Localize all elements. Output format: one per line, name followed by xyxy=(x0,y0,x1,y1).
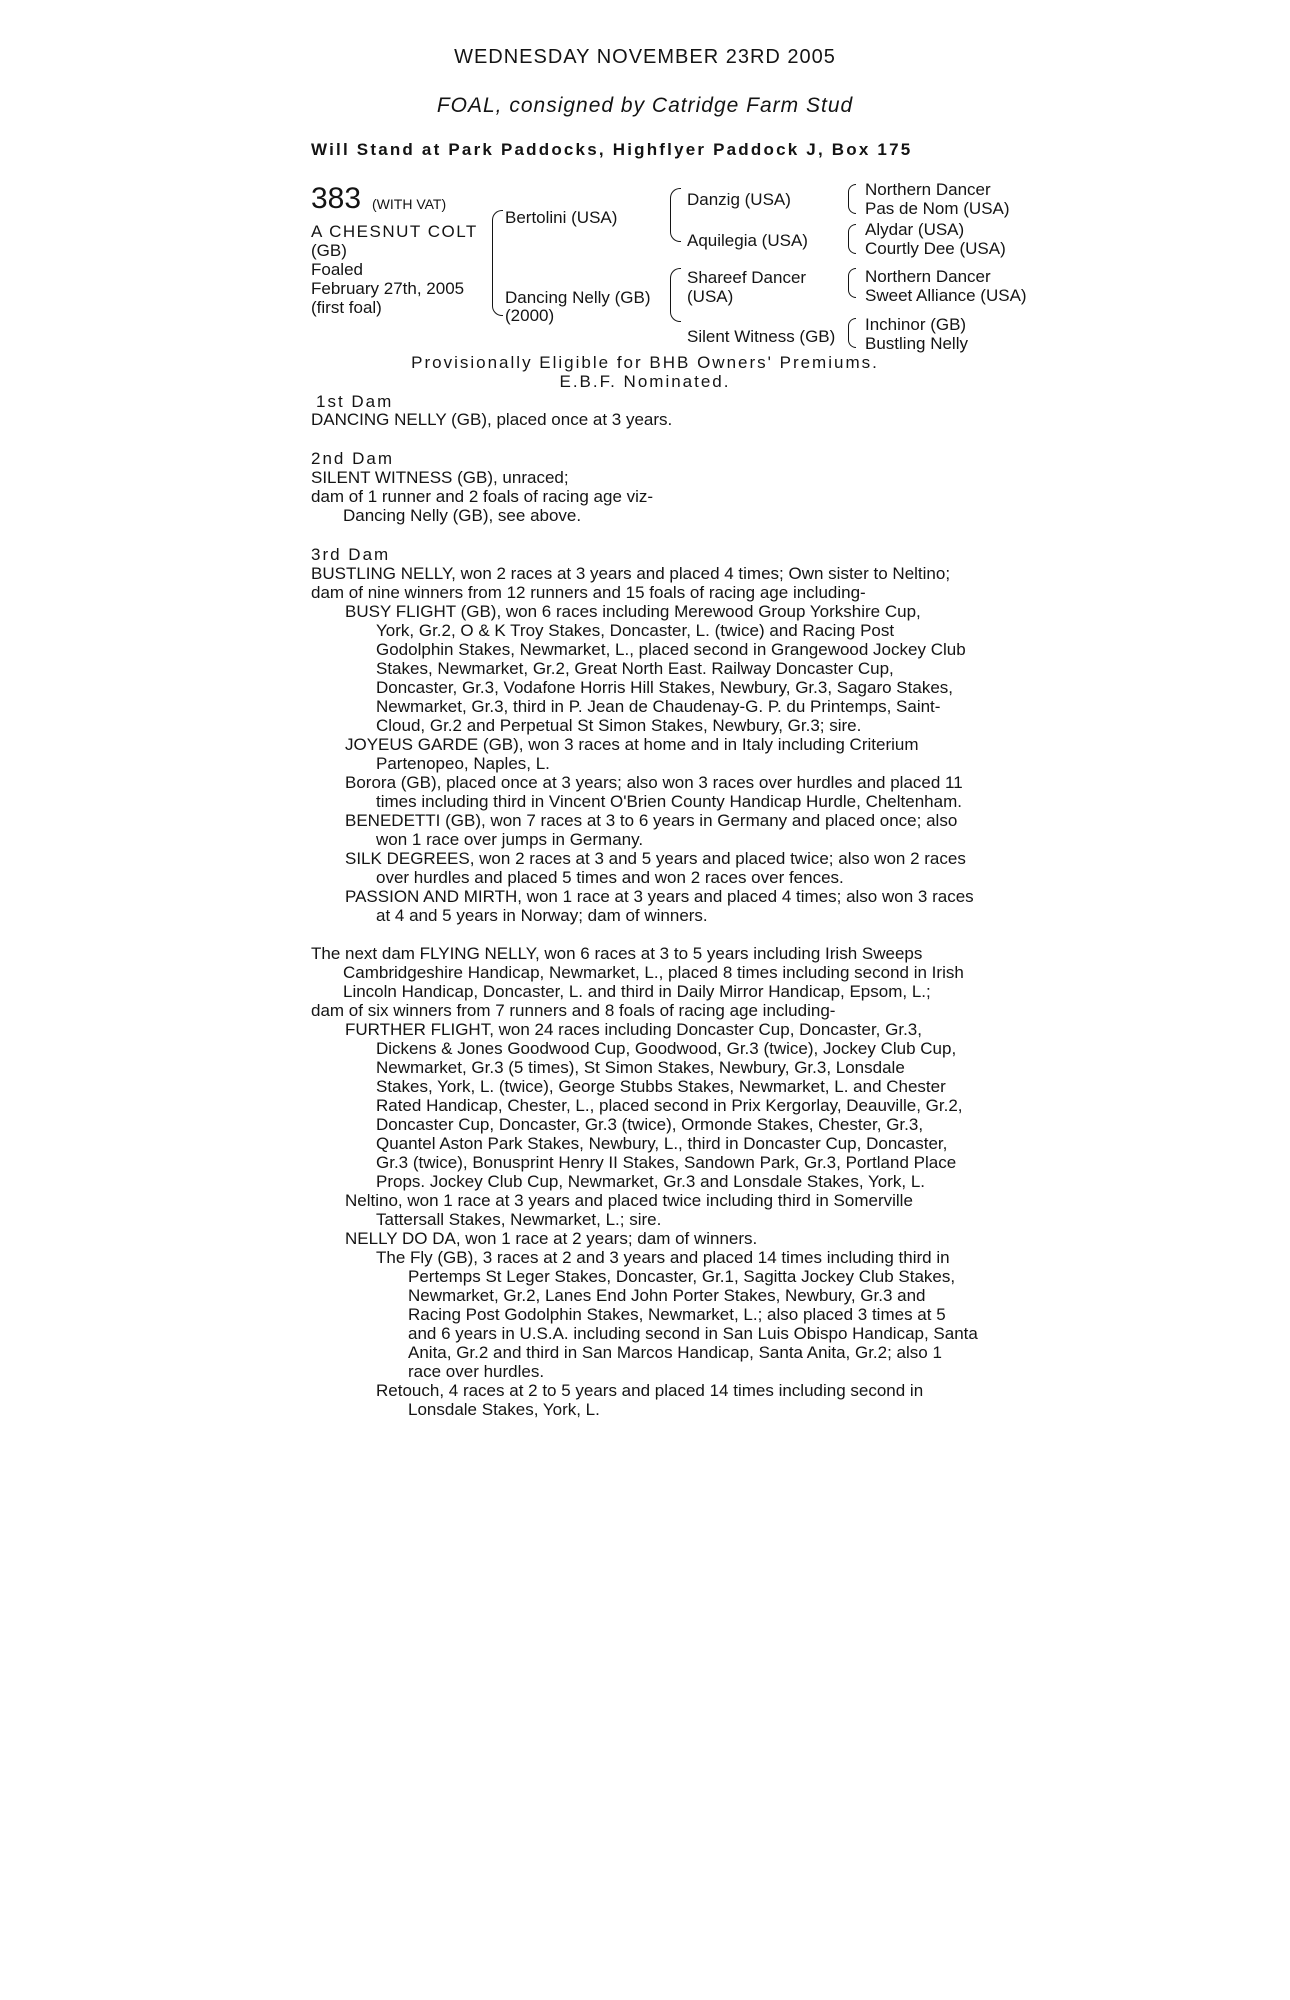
pedigree-dam-sire-1: Shareef Dancer xyxy=(687,268,807,287)
second-dam-line-2: dam of 1 runner and 2 foals of racing age viz- xyxy=(311,487,654,506)
third-dam-entry-borora xyxy=(311,773,981,811)
pedigree-g3-1a: Northern Dancer xyxy=(865,180,991,199)
pedigree-sire: Bertolini (USA) xyxy=(505,208,618,227)
stand-location: Will Stand at Park Paddocks, Highflyer Paddock J, Box 175 xyxy=(311,140,913,159)
entry-line: Anita, Gr.2 and third in San Marcos Handicap, Santa Anita, Gr.2; also 1 xyxy=(408,1343,942,1362)
entry-line: Borora (GB), placed once at 3 years; also won 3 races over hurdles and placed 11 xyxy=(345,773,963,792)
pedigree-brace-g3-4 xyxy=(848,318,856,348)
pedigree-dam-2: (2000) xyxy=(505,306,555,325)
third-dam-line-2: dam of nine winners from 12 runners and 15 foals of racing age including- xyxy=(311,583,866,602)
entry-line: Stakes, Newmarket, Gr.2, Great North East. Railway Doncaster Cup, xyxy=(376,659,894,678)
next-dam-line: The next dam FLYING NELLY, won 6 races at 3 to 5 years including Irish Sweeps xyxy=(311,944,923,963)
grandchild-entry-retouch xyxy=(311,1381,981,1419)
second-dam-offspring: Dancing Nelly (GB), see above. xyxy=(343,506,582,525)
entry-line: Godolphin Stakes, Newmarket, L., placed second in Grangewood Jockey Club xyxy=(376,640,966,659)
pedigree-dam-dam: Silent Witness (GB) xyxy=(687,327,836,346)
entry-line: Gr.3 (twice), Bonusprint Henry II Stakes, Sandown Park, Gr.3, Portland Place xyxy=(376,1153,957,1172)
vat-note: (WITH VAT) xyxy=(372,196,447,212)
entry-line: Cloud, Gr.2 and Perpetual St Simon Stakes, Newbury, Gr.3; sire. xyxy=(376,716,862,735)
lot-description-2: (GB) xyxy=(311,241,347,260)
entry-line: over hurdles and placed 5 times and won 2 races over fences. xyxy=(376,868,844,887)
lot-number: 383 xyxy=(311,182,362,215)
pedigree-brace-sire xyxy=(670,188,681,242)
next-dam-line: Lincoln Handicap, Doncaster, L. and third in Daily Mirror Handicap, Epsom, L.; xyxy=(343,982,931,1001)
third-dam-entry-busy-flight xyxy=(311,602,981,735)
next-dam-entry-neltino xyxy=(311,1191,981,1229)
pedigree-g3-3a: Northern Dancer xyxy=(865,267,991,286)
entry-line: Newmarket, Gr.2, Lanes End John Porter Stakes, Newbury, Gr.3 and xyxy=(408,1286,926,1305)
third-dam-entry-joyeus-garde xyxy=(311,735,981,773)
pedigree-g3-4a: Inchinor (GB) xyxy=(865,315,967,334)
pedigree-dam-1: Dancing Nelly (GB) xyxy=(505,288,651,307)
third-dam-entry-passion-and-mirth xyxy=(311,887,981,925)
entry-line: Stakes, York, L. (twice), George Stubbs Stakes, Newmarket, L. and Chester xyxy=(376,1077,946,1096)
pedigree-g3-2a: Alydar (USA) xyxy=(865,220,965,239)
pedigree-brace-g3-1 xyxy=(848,184,856,214)
entry-line: Retouch, 4 races at 2 to 5 years and placed 14 times including second in xyxy=(376,1381,924,1400)
entry-line: Newmarket, Gr.3, third in P. Jean de Chaudenay-G. P. du Printemps, Saint- xyxy=(376,697,941,716)
entry-line: Tattersall Stakes, Newmarket, L.; sire. xyxy=(376,1210,662,1229)
lot-description-1: A CHESNUT COLT xyxy=(311,222,478,241)
entry-line: Partenopeo, Naples, L. xyxy=(376,754,550,773)
lot-description-4: February 27th, 2005 xyxy=(311,279,465,298)
pedigree-dam-sire-2: (USA) xyxy=(687,287,734,306)
entry-line: race over hurdles. xyxy=(408,1362,545,1381)
pedigree-brace-dam xyxy=(670,268,681,322)
pedigree-brace-main xyxy=(492,210,503,316)
third-dam-entry-benedetti xyxy=(311,811,981,849)
pedigree-brace-g3-2 xyxy=(848,224,856,254)
next-dam-entry-further-flight xyxy=(311,1020,981,1191)
entry-line: York, Gr.2, O & K Troy Stakes, Doncaster, L. (twice) and Racing Post xyxy=(376,621,895,640)
pedigree-g3-4b: Bustling Nelly xyxy=(865,334,968,353)
pedigree-sire-dam: Aquilegia (USA) xyxy=(687,231,808,250)
entry-line: PASSION AND MIRTH, won 1 race at 3 years and placed 4 times; also won 3 races xyxy=(345,887,974,906)
entry-line: BUSY FLIGHT (GB), won 6 races including Merewood Group Yorkshire Cup, xyxy=(345,602,921,621)
entry-line: Dickens & Jones Goodwood Cup, Goodwood, Gr.3 (twice), Jockey Club Cup, xyxy=(376,1039,957,1058)
entry-line: Lonsdale Stakes, York, L. xyxy=(408,1400,600,1419)
second-dam-line-1: SILENT WITNESS (GB), unraced; xyxy=(311,468,569,487)
eligibility-premiums: Provisionally Eligible for BHB Owners' Premiums. xyxy=(411,353,879,372)
next-dam-entry-nelly-do-da xyxy=(311,1229,981,1248)
eligibility-ebf: E.B.F. Nominated. xyxy=(559,372,731,391)
entry-line: Doncaster, Gr.3, Vodafone Horris Hill Stakes, Newbury, Gr.3, Sagaro Stakes, xyxy=(376,678,954,697)
next-dam-block xyxy=(311,944,981,1020)
entry-line: Props. Jockey Club Cup, Newmarket, Gr.3 and Lonsdale Stakes, York, L. xyxy=(376,1172,926,1191)
pedigree-g3-3b: Sweet Alliance (USA) xyxy=(865,286,1027,305)
third-dam-entry-silk-degrees xyxy=(311,849,981,887)
sale-date: WEDNESDAY NOVEMBER 23RD 2005 xyxy=(454,46,836,68)
entry-line: Quantel Aston Park Stakes, Newbury, L., third in Doncaster Cup, Doncaster, xyxy=(376,1134,948,1153)
entry-line: and 6 years in U.S.A. including second in San Luis Obispo Handicap, Santa xyxy=(408,1324,978,1343)
grandchild-entry-the-fly xyxy=(311,1248,981,1381)
entry-line: Rated Handicap, Chester, L., placed second in Prix Kergorlay, Deauville, Gr.2, xyxy=(376,1096,963,1115)
entry-line: SILK DEGREES, won 2 races at 3 and 5 years and placed twice; also won 2 races xyxy=(345,849,966,868)
entry-line: Racing Post Godolphin Stakes, Newmarket, L.; also placed 3 times at 5 xyxy=(408,1305,946,1324)
entry-line: Neltino, won 1 race at 3 years and placed twice including third in Somerville xyxy=(345,1191,913,1210)
pedigree-g3-2b: Courtly Dee (USA) xyxy=(865,239,1006,258)
entry-line: Newmarket, Gr.3 (5 times), St Simon Stakes, Newbury, Gr.3, Lonsdale xyxy=(376,1058,905,1077)
entry-line: times including third in Vincent O'Brien County Handicap Hurdle, Cheltenham. xyxy=(376,792,962,811)
entry-line: FURTHER FLIGHT, won 24 races including Doncaster Cup, Doncaster, Gr.3, xyxy=(345,1020,922,1039)
entry-line: BENEDETTI (GB), won 7 races at 3 to 6 years in Germany and placed once; also xyxy=(345,811,958,830)
lot-description-5: (first foal) xyxy=(311,298,382,317)
consignor-line: FOAL, consigned by Catridge Farm Stud xyxy=(436,94,854,117)
entry-line: Pertemps St Leger Stakes, Doncaster, Gr.1, Sagitta Jockey Club Stakes, xyxy=(408,1267,956,1286)
lot-description-3: Foaled xyxy=(311,260,363,279)
next-dam-line: dam of six winners from 7 runners and 8 foals of racing age including- xyxy=(311,1001,836,1020)
entry-line: won 1 race over jumps in Germany. xyxy=(376,830,644,849)
first-dam-text: DANCING NELLY (GB), placed once at 3 years. xyxy=(311,410,673,429)
next-dam-line: Cambridgeshire Handicap, Newmarket, L., placed 8 times including second in Irish xyxy=(343,963,964,982)
entry-line: at 4 and 5 years in Norway; dam of winners. xyxy=(376,906,708,925)
pedigree-sire-sire: Danzig (USA) xyxy=(687,190,791,209)
third-dam-heading: 3rd Dam xyxy=(311,545,391,564)
pedigree-g3-1b: Pas de Nom (USA) xyxy=(865,199,1010,218)
entry-line: NELLY DO DA, won 1 race at 2 years; dam of winners. xyxy=(345,1229,758,1248)
first-dam-heading: 1st Dam xyxy=(316,392,394,411)
pedigree-brace-g3-3 xyxy=(848,268,856,298)
second-dam-heading: 2nd Dam xyxy=(311,449,394,468)
entry-line: JOYEUS GARDE (GB), won 3 races at home and in Italy including Criterium xyxy=(345,735,919,754)
entry-line: The Fly (GB), 3 races at 2 and 3 years and placed 14 times including third in xyxy=(376,1248,950,1267)
entry-line: Doncaster Cup, Doncaster, Gr.3 (twice), Ormonde Stakes, Chester, Gr.3, xyxy=(376,1115,924,1134)
third-dam-line-1: BUSTLING NELLY, won 2 races at 3 years and placed 4 times; Own sister to Neltino; xyxy=(311,564,951,583)
